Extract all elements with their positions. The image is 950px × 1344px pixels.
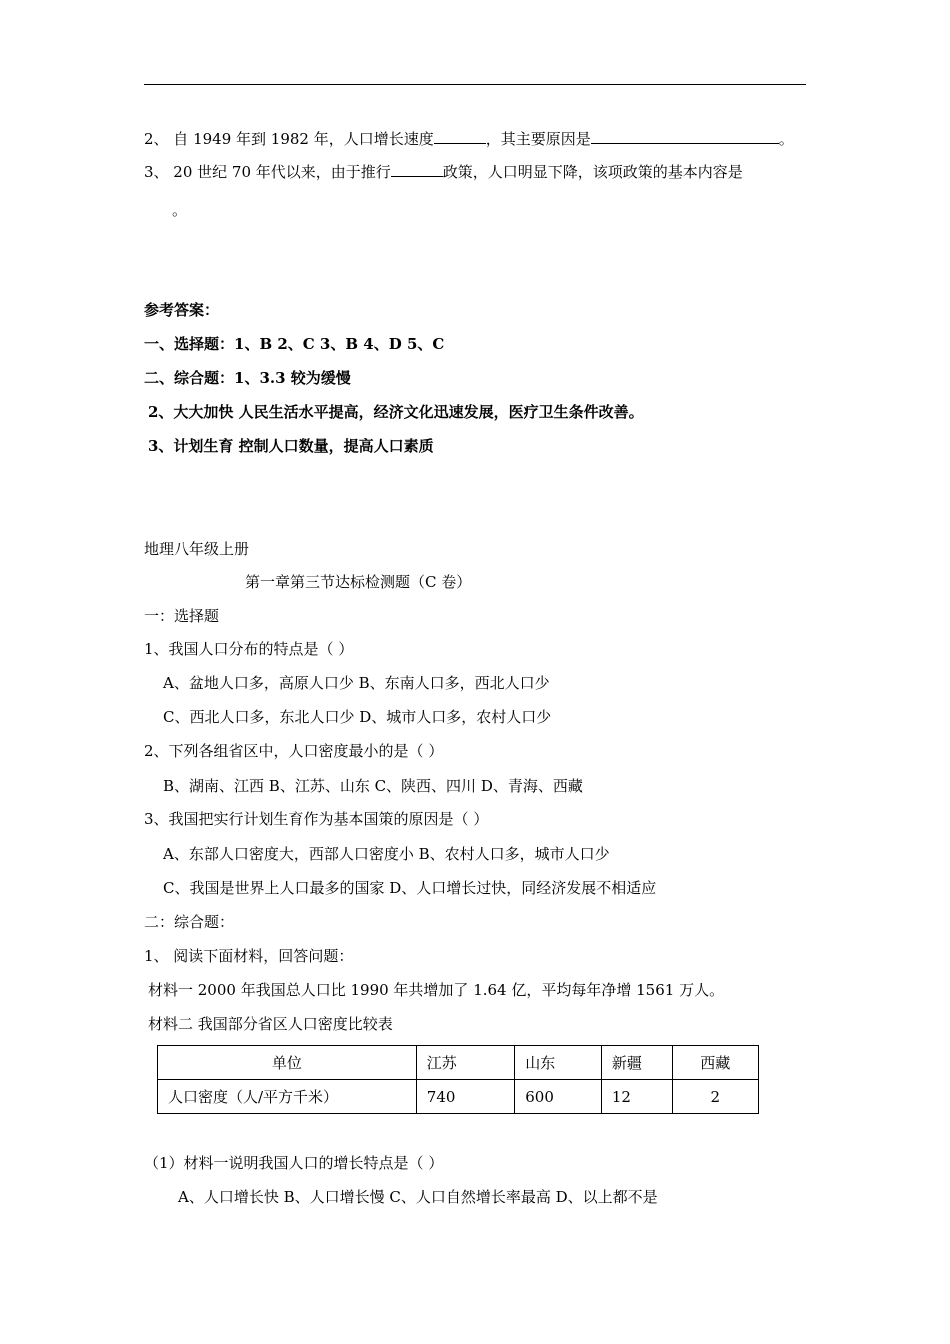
- sub-question-1-options: A、人口增长快 B、人口增长慢 C、人口自然增长率最高 D、以上都不是: [178, 1188, 658, 1206]
- table-header-cell: 单位: [158, 1046, 417, 1080]
- q2-blank-1: [434, 128, 486, 144]
- mc-question-3-options-b: C、我国是世界上人口最多的国家 D、人口增长过快，同经济发展不相适应: [163, 879, 657, 897]
- table-cell: 2: [672, 1080, 758, 1114]
- density-table: [157, 1045, 759, 1114]
- q2-blank-2: [591, 128, 779, 144]
- table-cell: 12: [601, 1080, 672, 1114]
- q2-end: 。: [778, 130, 794, 148]
- q2-mid: ，其主要原因是: [485, 130, 591, 148]
- material-1: 材料一 2000 年我国总人口比 1990 年共增加了 1.64 亿，平均每年净增 1561 万人。: [148, 981, 725, 999]
- mc-question-1-options-a: A、盆地人口多，高原人口少 B、东南人口多，西北人口少: [163, 674, 550, 692]
- answers-line-2: 二、综合题：1、3.3 较为缓慢: [144, 369, 351, 387]
- mc-question-1: 1、我国人口分布的特点是（ ）: [144, 640, 354, 658]
- mc-question-3: 3、我国把实行计划生育作为基本国策的原因是（ ）: [144, 810, 489, 828]
- answers-line-3: 2、大大加快 人民生活水平提高，经济文化迅速发展，医疗卫生条件改善。: [148, 403, 644, 421]
- header-rule: [144, 84, 806, 85]
- mc-question-1-options-b: C、西北人口多，东北人口少 D、城市人口多，农村人口少: [163, 708, 552, 726]
- part-1-heading: 一：选择题: [144, 607, 220, 625]
- q3-mid: 政策，人口明显下降，该项政策的基本内容是: [442, 163, 743, 181]
- mc-question-2-options: B、湖南、江西 B、江苏、山东 C、陕西、四川 D、青海、西藏: [163, 777, 583, 795]
- answers-line-1: 一、选择题：1、B 2、C 3、B 4、D 5、C: [144, 335, 445, 353]
- table-header-cell: 山东: [515, 1046, 602, 1080]
- test-title: 第一章第三节达标检测题（C 卷）: [245, 573, 472, 591]
- mc-question-2: 2、下列各组省区中，人口密度最小的是（ ）: [144, 742, 444, 760]
- table-header-cell: 江苏: [416, 1046, 514, 1080]
- question-3-fill: [144, 161, 743, 182]
- table-row: [158, 1080, 759, 1114]
- table-cell: 740: [416, 1080, 514, 1114]
- table-header-cell: 西藏: [672, 1046, 758, 1080]
- q2-prefix: 2、 自 1949 年到 1982 年，人口增长速度: [144, 130, 434, 148]
- q3-blank-1: [391, 161, 443, 177]
- table-cell: 人口密度（人/平方千米）: [158, 1080, 417, 1114]
- comprehensive-question-1: 1、 阅读下面材料，回答问题：: [144, 947, 354, 965]
- table-header-row: [158, 1046, 759, 1080]
- q3-end: 。: [172, 201, 188, 219]
- question-2-fill: [144, 128, 794, 149]
- subject-label: 地理八年级上册: [144, 540, 250, 558]
- material-2: 材料二 我国部分省区人口密度比较表: [148, 1015, 393, 1033]
- q3-prefix: 3、 20 世纪 70 年代以来，由于推行: [144, 163, 391, 181]
- mc-question-3-options-a: A、东部人口密度大，西部人口密度小 B、农村人口多，城市人口少: [163, 845, 610, 863]
- sub-question-1: （1）材料一说明我国人口的增长特点是（ ）: [144, 1154, 444, 1172]
- part-2-heading: 二：综合题：: [144, 913, 235, 931]
- table-cell: 600: [515, 1080, 602, 1114]
- answers-title: 参考答案：: [144, 301, 220, 319]
- table-header-cell: 新疆: [601, 1046, 672, 1080]
- answers-line-4: 3、计划生育 控制人口数量，提高人口素质: [148, 437, 434, 455]
